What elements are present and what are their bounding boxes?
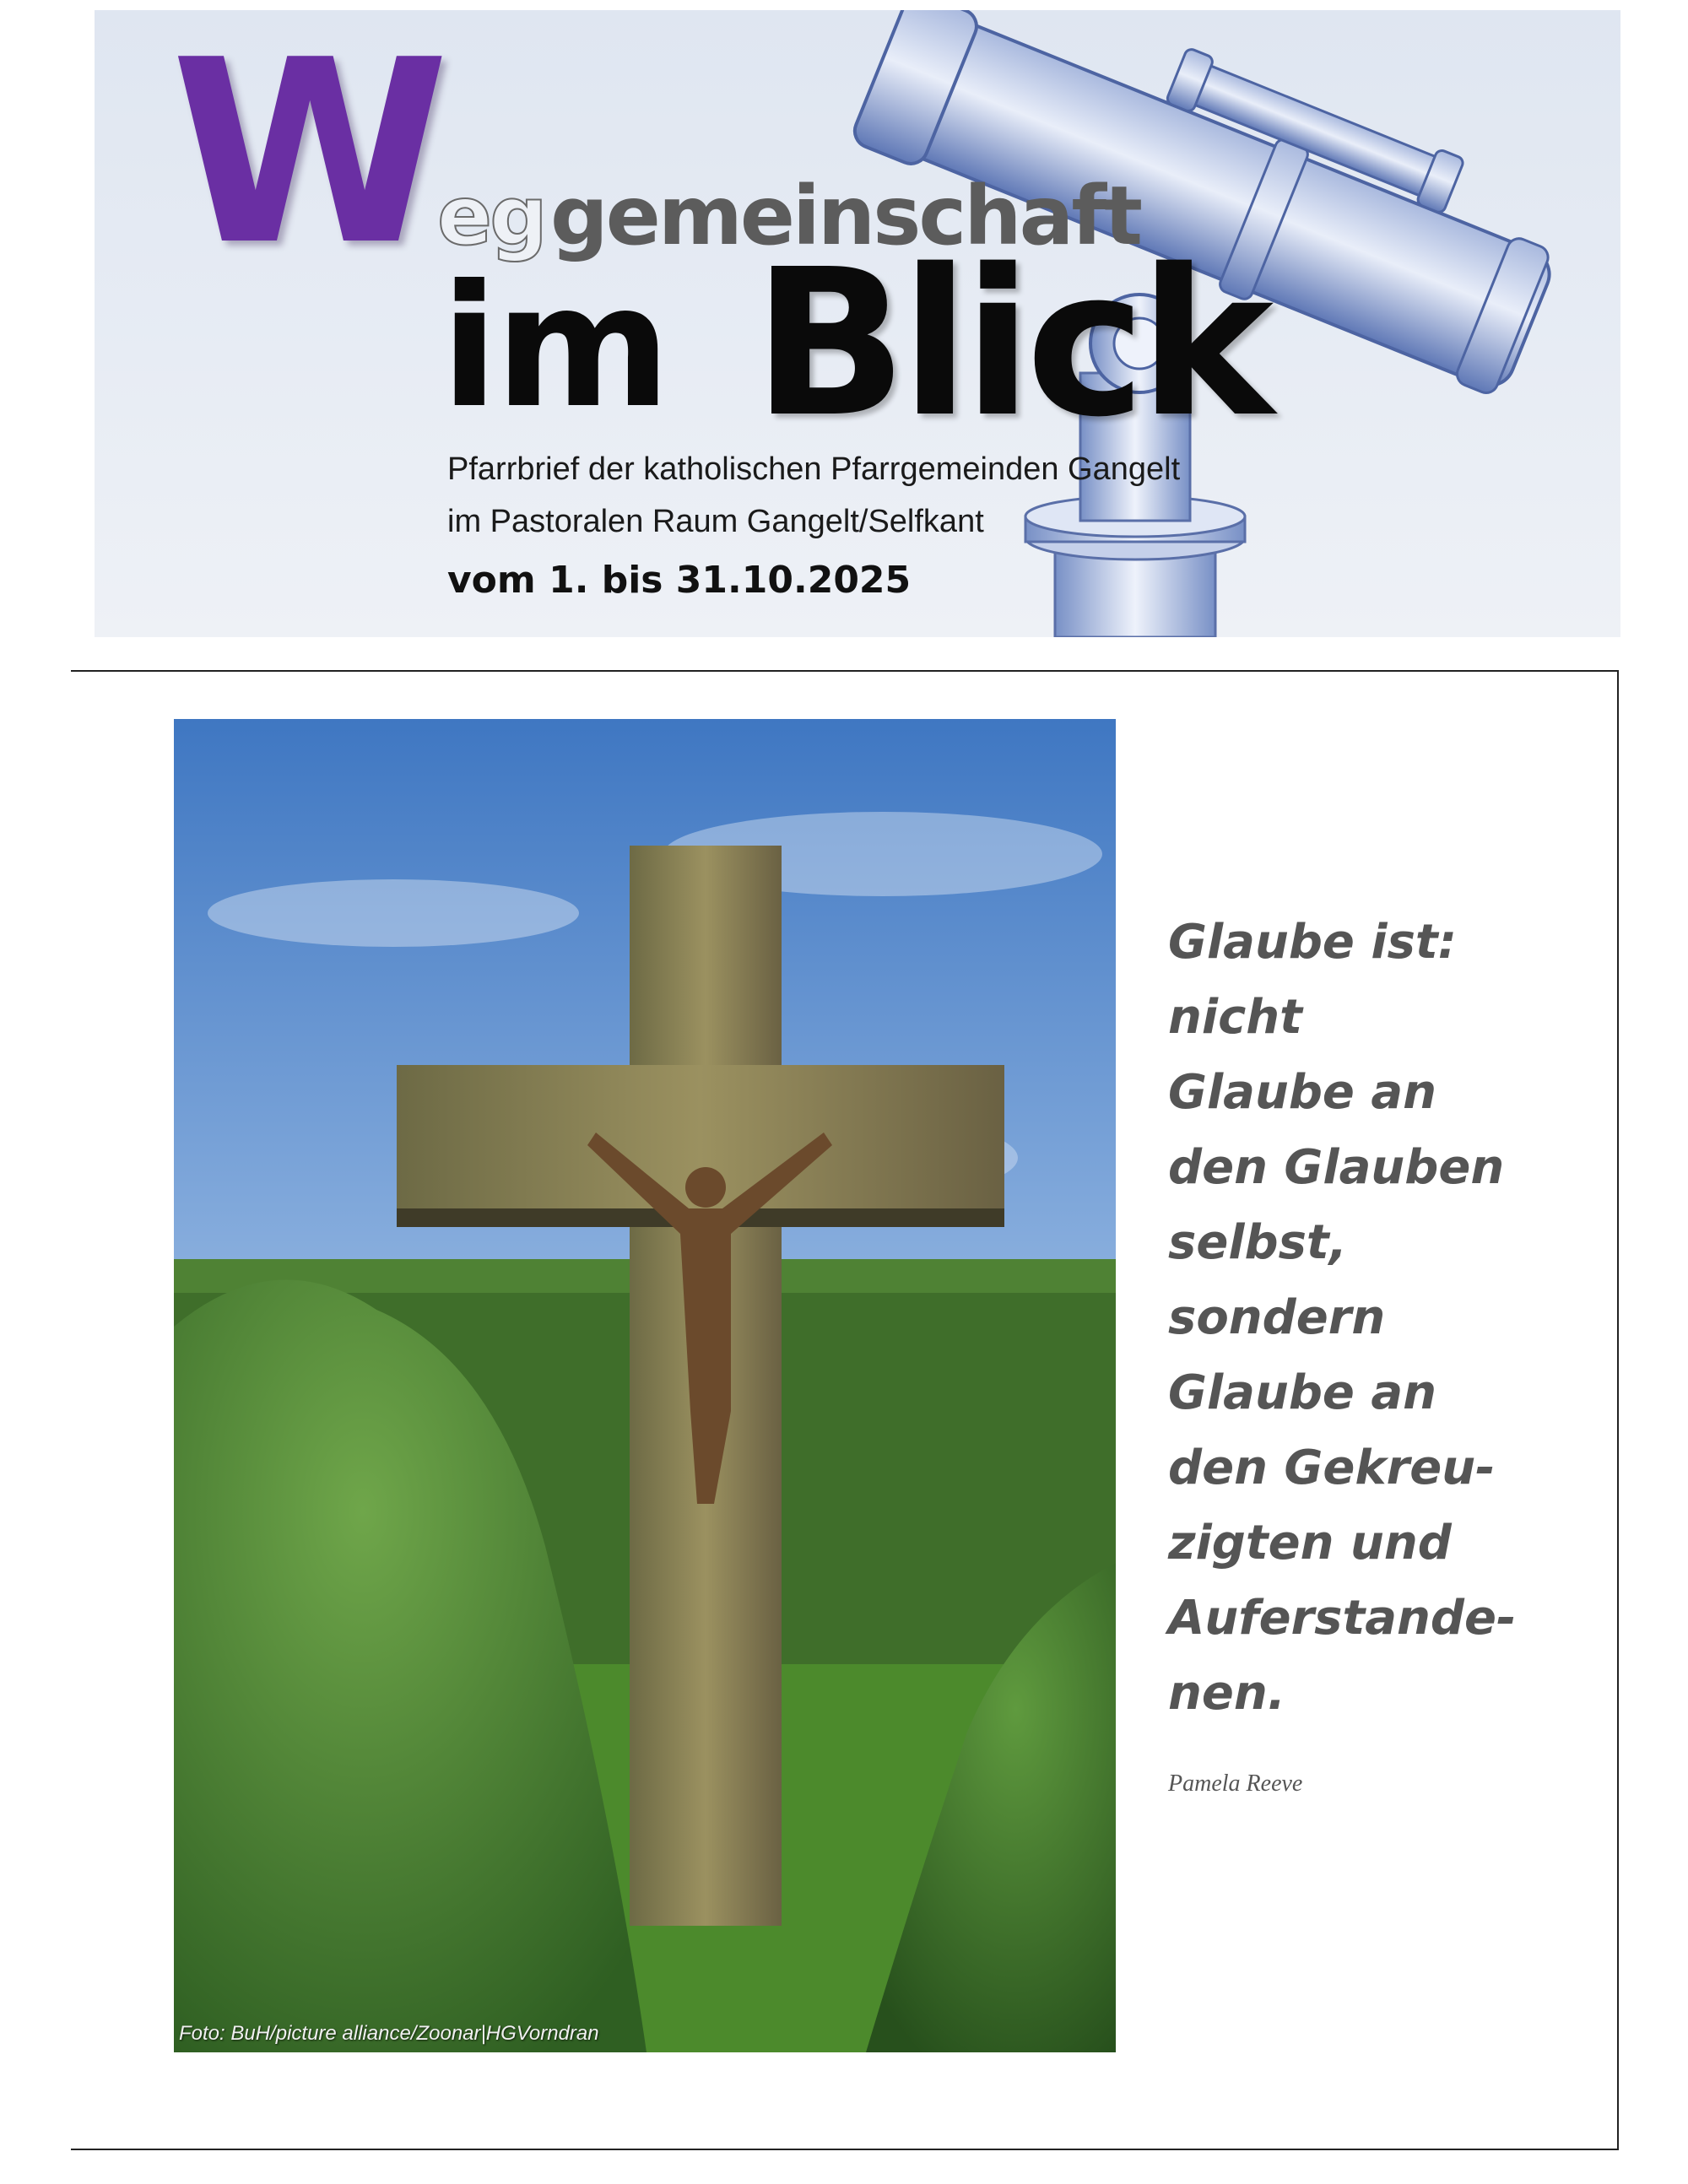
title-word-blick: Blick — [753, 225, 1268, 462]
crucifix-photo-illustration — [174, 719, 1116, 2052]
frame-right-rule — [1617, 670, 1619, 2150]
subtitle-line-1: Pfarrbrief der katholischen Pfarrgemeinden Gangelt — [447, 451, 1181, 487]
masthead — [95, 10, 1620, 637]
quote-line: Glaube an — [1168, 1365, 1437, 1420]
issue-date-range: vom 1. bis 31.10.2025 — [447, 559, 912, 602]
frame-bottom-rule — [71, 2149, 1619, 2150]
quote-line: nen. — [1168, 1666, 1285, 1721]
logo-word-eg: eg — [437, 169, 545, 263]
quote-line: sondern — [1168, 1290, 1386, 1345]
quote-line: Glaube an — [1168, 1065, 1437, 1120]
cover-photo — [174, 719, 1116, 2052]
title-word-im: im — [441, 249, 668, 446]
photo-credit: Foto: BuH/picture alliance/Zoonar|HGVorndran — [179, 2022, 599, 2045]
quote-text — [1168, 905, 1590, 1731]
quote-author: Pamela Reeve — [1168, 1770, 1303, 1797]
frame-top-rule — [71, 670, 1619, 672]
subtitle-line-2: im Pastoralen Raum Gangelt/Selfkant — [447, 504, 984, 539]
quote-line: Glaube ist: — [1168, 915, 1458, 970]
quote-line: Auferstande- — [1168, 1591, 1517, 1646]
logo-letter-w: W — [170, 10, 443, 300]
quote-line: den Glauben — [1168, 1140, 1505, 1195]
quote-line: selbst, — [1168, 1215, 1347, 1270]
logo-word-gemeinschaft: gemeinschaft — [550, 169, 1141, 263]
quote-line: den Gekreu- — [1168, 1441, 1496, 1495]
quote-line: zigten und — [1168, 1516, 1452, 1570]
quote-line: nicht — [1168, 990, 1302, 1045]
